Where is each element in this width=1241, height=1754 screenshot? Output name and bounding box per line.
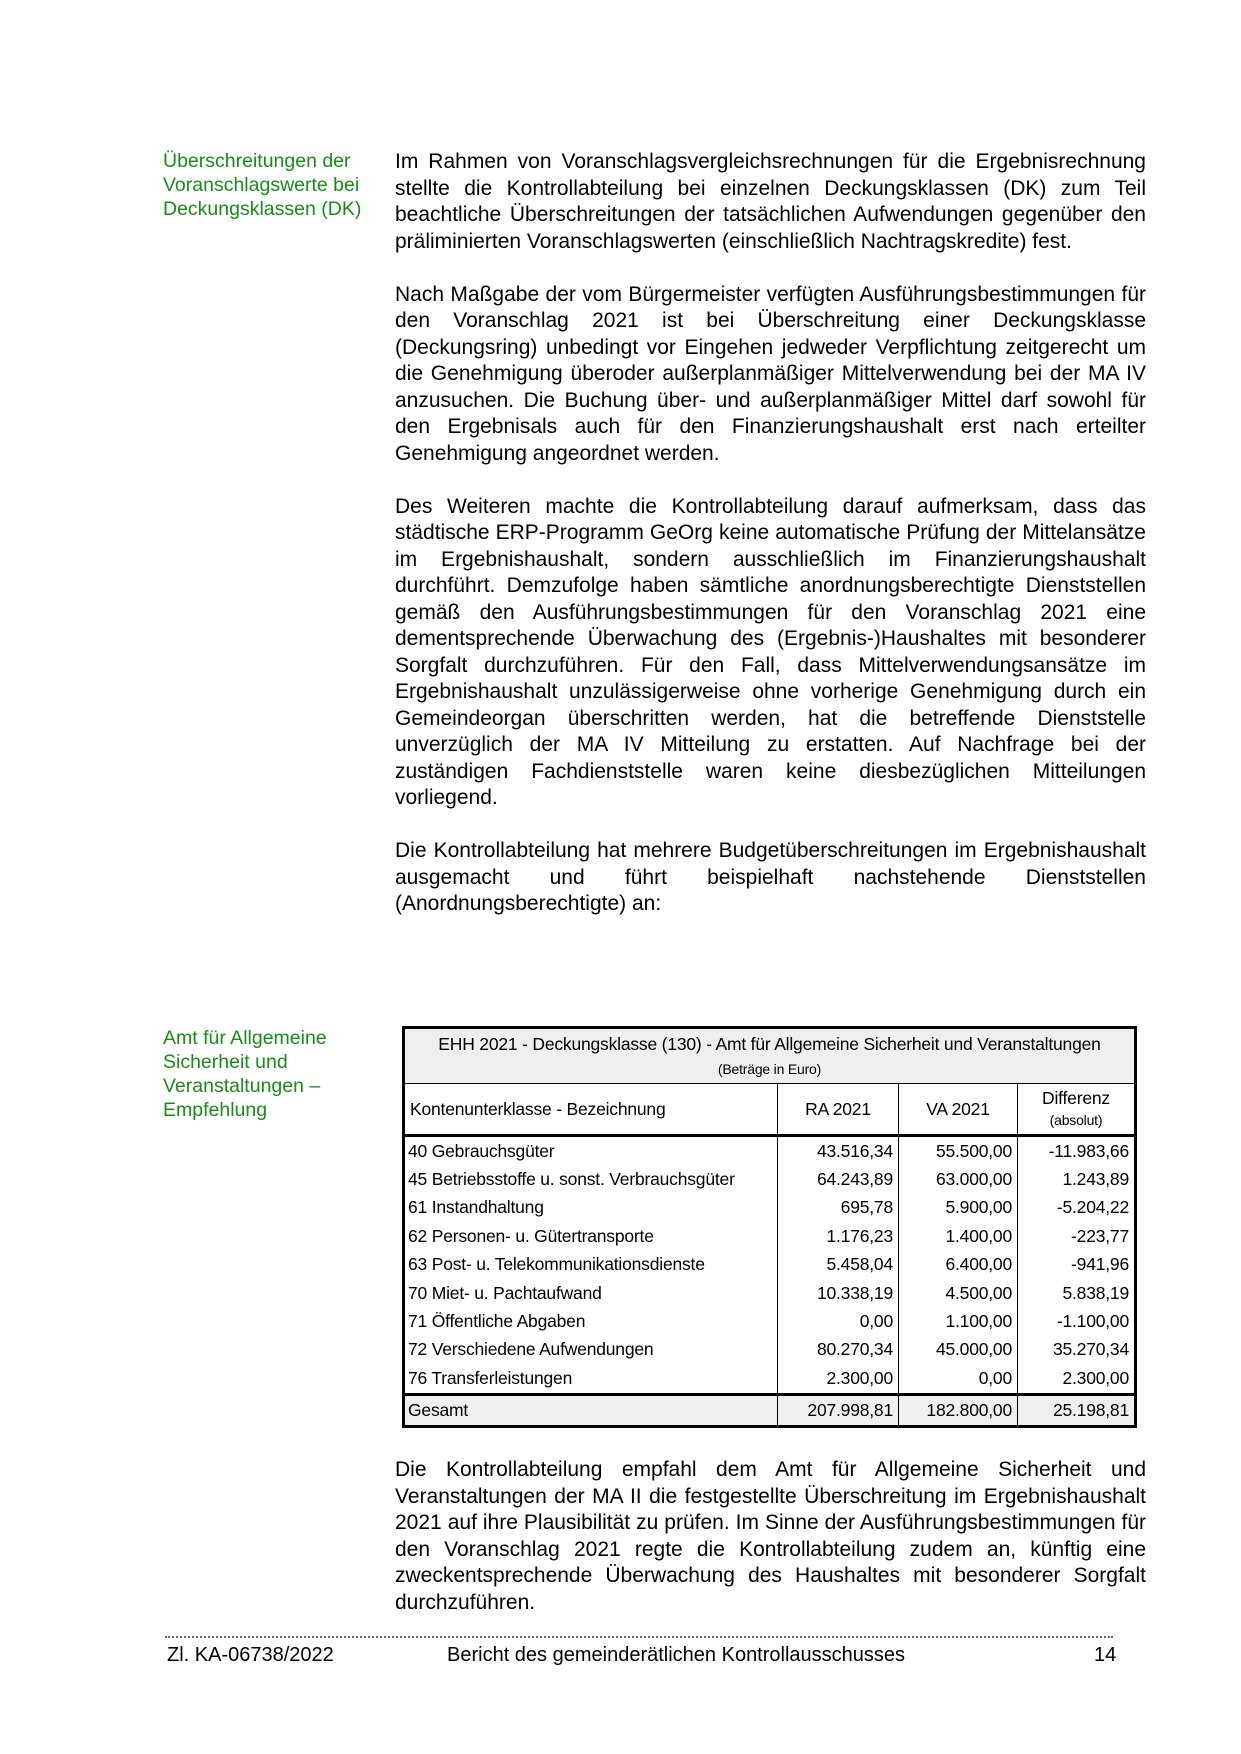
footer-page-number: 14	[1094, 1644, 1117, 1666]
cell-designation: 70 Miet- u. Pachtaufwand	[408, 1282, 602, 1303]
cell-va: 5.900,00	[899, 1194, 1018, 1222]
footer-reference: Zl. KA-06738/2022	[167, 1644, 334, 1666]
cell-ra: 0,00	[778, 1307, 899, 1335]
cell-designation: 40 Gebrauchsgüter	[408, 1140, 555, 1161]
cell-ra: 10.338,19	[778, 1279, 899, 1307]
paragraph: Die Kontrollabteilung hat mehrere Budgetüberschreitungen im Ergebnishaushalt ausgemacht und führt beispielhaft nachstehende Dienststellen (Anordnungsberechtigte) an:	[395, 839, 1146, 915]
cell-designation: 71 Öffentliche Abgaben	[408, 1311, 586, 1332]
cell-designation: 76 Transferleistungen	[408, 1367, 573, 1388]
cell-difference: 35.270,34	[1018, 1336, 1136, 1364]
cell-designation: 61 Instandhaltung	[408, 1197, 544, 1218]
table-total-row: Gesamt 207.998,81 182.800,00 25.198,81	[404, 1394, 1136, 1426]
cell-ra: 2.300,00	[778, 1364, 899, 1394]
paragraph: Die Kontrollabteilung empfahl dem Amt für Allgemeine Sicherheit und Veranstaltungen der MA II die festgestellte Überschreitung im Ergebnishaushalt 2021 auf ihre Plausibilität zu prüfen. Im Sinne der Ausführungsbestimmungen für den Voranschlag 2021 regte die Kontrollabteilung zudem an, künftig eine zweckentsprechende Überwachung des Haushaltes mit besonderer Sorgfalt durchzuführen.	[395, 1458, 1146, 1614]
cell-designation: 72 Verschiedene Aufwendungen	[408, 1339, 654, 1360]
cell-va: 63.000,00	[899, 1165, 1018, 1193]
margin-heading-overruns: Überschreitungen der Voranschlagswerte bei Deckungsklassen (DK)	[163, 150, 362, 220]
table-row	[404, 1364, 1136, 1394]
table-row	[404, 1136, 1136, 1166]
cell-va: 4.500,00	[899, 1279, 1018, 1307]
caption-note: (Beträge in Euro)	[717, 1060, 822, 1077]
table-caption: EHH 2021 - Deckungsklasse (130) - Amt für Allgemeine Sicherheit und Veranstaltungen (Beträge in Euro)	[404, 1028, 1136, 1084]
table-row	[404, 1222, 1136, 1250]
cell-va: 1.100,00	[899, 1307, 1018, 1335]
paragraph: Im Rahmen von Voranschlagsvergleichsrechnungen für die Ergebnisrechnung stellte die Kontrollabteilung bei einzelnen Deckungsklassen (DK) zum Teil beachtliche Überschreitungen der tatsächlichen Aufwendungen gegenüber den präliminierten Voranschlagswerten (einschließlich Nachtragskredite) fest.	[395, 150, 1146, 253]
cell-ra: 1.176,23	[778, 1222, 899, 1250]
header-ra: RA 2021	[778, 1084, 899, 1136]
margin-heading-recommendation: Amt für Allgemeine Sicherheit und Veranstaltungen – Empfehlung	[163, 1027, 327, 1121]
cell-designation: 45 Betriebsstoffe u. sonst. Verbrauchsgüter	[408, 1169, 735, 1190]
cell-difference: -223,77	[1018, 1222, 1136, 1250]
cell-ra: 5.458,04	[778, 1251, 899, 1279]
table-row	[404, 1336, 1136, 1364]
footer-divider	[165, 1636, 1113, 1638]
table-row	[404, 1251, 1136, 1279]
cell-ra: 64.243,89	[778, 1165, 899, 1193]
cell-ra: 695,78	[778, 1194, 899, 1222]
cell-difference: 5.838,19	[1018, 1279, 1136, 1307]
cell-difference: 2.300,00	[1018, 1364, 1136, 1394]
cell-va: 55.500,00	[899, 1136, 1018, 1166]
cell-difference: 1.243,89	[1018, 1165, 1136, 1193]
paragraph: Des Weiteren machte die Kontrollabteilung darauf aufmerksam, dass das städtische ERP-Programm GeOrg keine automatische Prüfung der Mittelansätze im Ergebnishaushalt, sondern ausschließlich im Finanzierungshaushalt durchführt. Demzufolge haben sämtliche anordnungsberechtigte Dienststellen gemäß den Ausführungsbestimmungen für den Voranschlag 2021 eine dementsprechende Überwachung des (Ergebnis-)Haushaltes mit besonderer Sorgfalt durchzuführen. Für den Fall, dass Mittelverwendungsansätze im Ergebnishaushalt unzulässigerweise ohne vorherige Genehmigung durch ein Gemeindeorgan überschritten werden, hat die betreffende Dienststelle unverzüglich der MA IV Mitteilung zu erstatten. Auf Nachfrage bei der zuständigen Fachdienststelle waren keine diesbezüglichen Mitteilungen vorliegend.	[395, 494, 1146, 809]
cell-ra: 80.270,34	[778, 1336, 899, 1364]
cell-ra: 43.516,34	[778, 1136, 899, 1166]
cell-designation: 63 Post- u. Telekommunikationsdienste	[408, 1254, 705, 1275]
cell-difference: -941,96	[1018, 1251, 1136, 1279]
header-va: VA 2021	[899, 1084, 1018, 1136]
body-text-section	[395, 149, 1146, 944]
cell-va: 6.400,00	[899, 1251, 1018, 1279]
cell-va: 45.000,00	[899, 1336, 1018, 1364]
paragraph: Nach Maßgabe der vom Bürgermeister verfügten Ausführungsbestimmungen für den Voranschlag 2021 ist bei Überschreitung einer Deckungsklasse (Deckungsring) unbedingt vor Eingehen jedweder Verpflichtung zeitgerecht um die Genehmigung überoder außerplanmäßiger Mittelverwendung bei der MA IV anzusuchen. Die Buchung über- und außerplanmäßiger Mittel darf sowohl für den Ergebnisals auch für den Finanzierungshaushalt erst nach erteilter Genehmigung angeordnet werden.	[395, 282, 1146, 465]
header-designation: Kontenunterklasse - Bezeichnung	[404, 1084, 778, 1136]
table-row	[404, 1279, 1136, 1307]
footer-title: Bericht des gemeinderätlichen Kontrollausschusses	[447, 1644, 906, 1666]
recommendation-text	[395, 1457, 1146, 1643]
header-difference: Differenz (absolut)	[1018, 1084, 1136, 1136]
table-row	[404, 1307, 1136, 1335]
table-header-row	[404, 1084, 1136, 1136]
cell-difference: -1.100,00	[1018, 1307, 1136, 1335]
cell-designation: 62 Personen- u. Gütertransporte	[408, 1225, 654, 1246]
cell-difference: -5.204,22	[1018, 1194, 1136, 1222]
table-row	[404, 1165, 1136, 1193]
budget-table	[402, 1026, 1137, 1428]
cell-va: 0,00	[899, 1364, 1018, 1394]
cell-va: 1.400,00	[899, 1222, 1018, 1250]
table-row	[404, 1194, 1136, 1222]
cell-difference: -11.983,66	[1018, 1136, 1136, 1166]
